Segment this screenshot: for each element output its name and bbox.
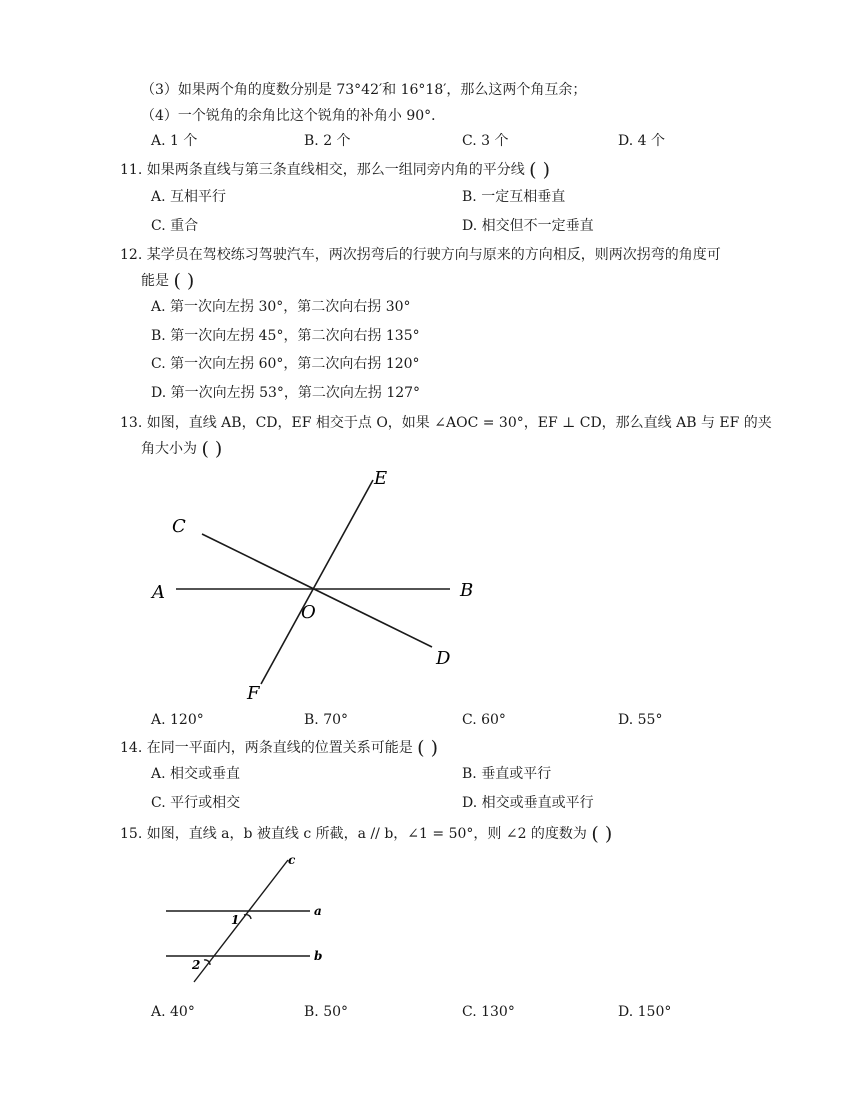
q13-option-b[interactable]: B. 70° xyxy=(304,712,349,728)
q12-option-d[interactable]: D. 第一次向左拐 53°，第二次向左拐 127° xyxy=(151,385,421,401)
q11-option-b[interactable]: B. 一定互相垂直 xyxy=(462,189,566,205)
parallel-lines-figure xyxy=(160,852,340,992)
answer-bracket: ( ) xyxy=(201,438,223,460)
q10-option-c[interactable]: C. 3 个 xyxy=(462,133,509,149)
q10-item-3: （3）如果两个角的度数分别是 73°42′和 16°18′，那么这两个角互余； xyxy=(141,82,587,98)
q11-option-c[interactable]: C. 重合 xyxy=(151,218,199,234)
q14-stem-text: 14. 在同一平面内，两条直线的位置关系可能是 xyxy=(120,740,413,756)
label-a: A xyxy=(152,582,165,603)
q12-stem-line1: 12. 某学员在驾校练习驾驶汽车，两次拐弯后的行驶方向与原来的方向相反，则两次拐弯的角度可 xyxy=(120,247,721,263)
q14-option-b[interactable]: B. 垂直或平行 xyxy=(462,766,552,782)
q15-option-b[interactable]: B. 50° xyxy=(304,1004,349,1020)
q15-stem xyxy=(120,824,612,844)
label-b: B xyxy=(460,580,474,601)
q11-stem-text: 11. 如果两条直线与第三条直线相交，那么一组同旁内角的平分线 xyxy=(120,162,525,178)
q13-stem-line2 xyxy=(141,439,222,459)
angle-2-label: 2 xyxy=(192,958,201,972)
q11-option-a[interactable]: A. 互相平行 xyxy=(151,189,227,205)
line-ef xyxy=(261,480,373,684)
label-c: c xyxy=(288,853,296,867)
q12-option-c[interactable]: C. 第一次向左拐 60°，第二次向右拐 120° xyxy=(151,356,420,372)
angle-1-label: 1 xyxy=(231,913,240,927)
label-d: D xyxy=(436,648,451,669)
q14-option-d[interactable]: D. 相交或垂直或平行 xyxy=(462,795,594,811)
q13-stem-line1: 13. 如图，直线 AB，CD，EF 相交于点 O，如果 ∠AOC = 30°，EF ⊥ CD，那么直线 AB 与 EF 的夹 xyxy=(120,415,772,431)
q13-option-a[interactable]: A. 120° xyxy=(151,712,204,728)
q14-option-c[interactable]: C. 平行或相交 xyxy=(151,795,241,811)
q13-option-c[interactable]: C. 60° xyxy=(462,712,506,728)
q12-option-b[interactable]: B. 第一次向左拐 45°，第二次向右拐 135° xyxy=(151,328,420,344)
q11-option-d[interactable]: D. 相交但不一定垂直 xyxy=(462,218,594,234)
label-b: b xyxy=(314,949,323,963)
answer-bracket: ( ) xyxy=(591,823,613,845)
label-a: a xyxy=(314,904,322,918)
label-o: O xyxy=(301,602,316,623)
q13-option-d[interactable]: D. 55° xyxy=(618,712,663,728)
q10-item-4: （4）一个锐角的余角比这个锐角的补角小 90°． xyxy=(141,108,446,124)
q10-option-a[interactable]: A. 1 个 xyxy=(151,133,198,149)
q15-option-a[interactable]: A. 40° xyxy=(151,1004,195,1020)
intersecting-lines-figure xyxy=(140,462,500,707)
q15-stem-text: 15. 如图，直线 a，b 被直线 c 所截，a // b，∠1 = 50°，则 ∠2 的度数为 xyxy=(120,826,587,842)
q10-option-d[interactable]: D. 4 个 xyxy=(618,133,665,149)
q14-option-a[interactable]: A. 相交或垂直 xyxy=(151,766,241,782)
answer-bracket: ( ) xyxy=(529,159,551,181)
q13-stem-text: 角大小为 xyxy=(141,441,197,457)
line-c xyxy=(194,860,288,982)
label-e: E xyxy=(374,468,388,489)
label-f: F xyxy=(247,683,260,704)
q12-stem-text: 能是 xyxy=(141,273,169,289)
label-c: C xyxy=(172,516,186,537)
q11-stem xyxy=(120,160,550,180)
answer-bracket: ( ) xyxy=(173,270,195,292)
q10-option-b[interactable]: B. 2 个 xyxy=(304,133,351,149)
q15-option-d[interactable]: D. 150° xyxy=(618,1004,672,1020)
q12-option-a[interactable]: A. 第一次向左拐 30°，第二次向右拐 30° xyxy=(151,299,411,315)
answer-bracket: ( ) xyxy=(417,737,439,759)
q14-stem xyxy=(120,738,438,758)
q12-stem-line2 xyxy=(141,271,194,291)
line-cd xyxy=(202,534,432,647)
q15-option-c[interactable]: C. 130° xyxy=(462,1004,515,1020)
